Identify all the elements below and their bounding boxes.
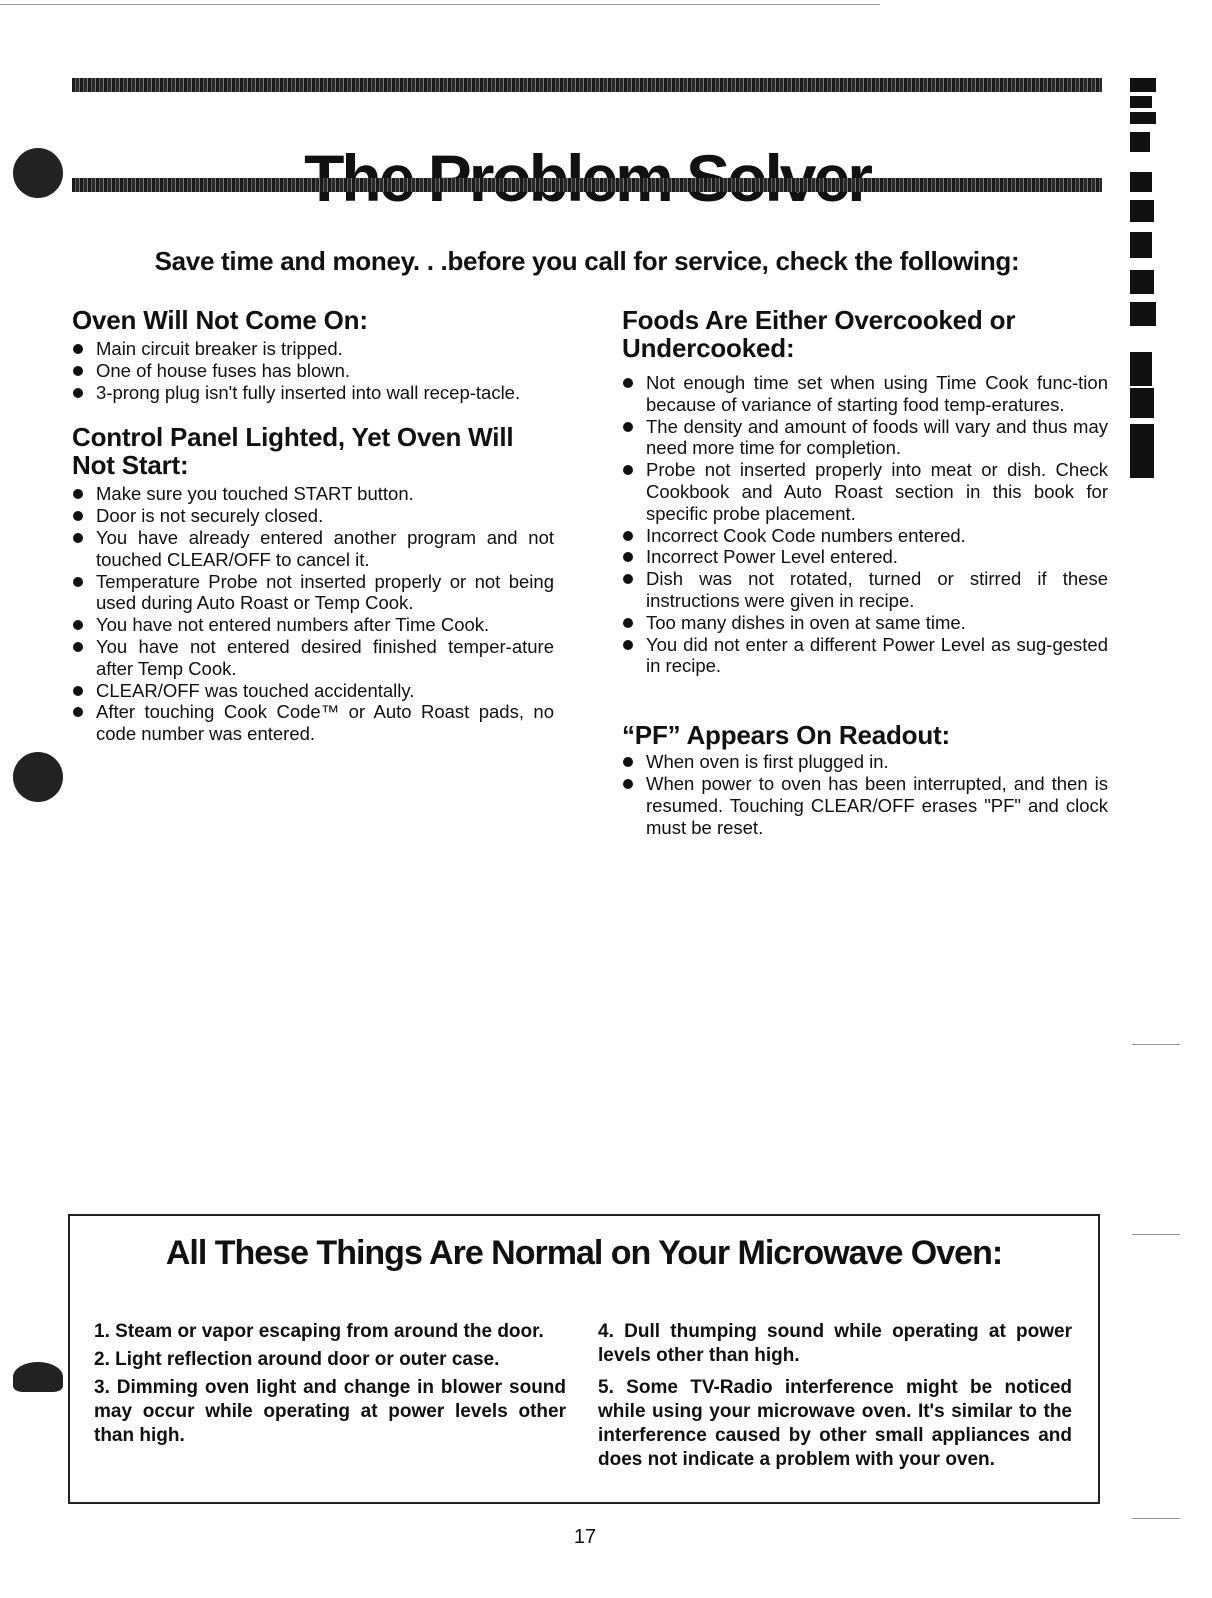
item-text: Light reflection around door or outer case.: [115, 1349, 500, 1370]
right-column: [622, 306, 1108, 838]
list-item: Make sure you touched START button.: [72, 483, 554, 505]
normal-item: [598, 1320, 1072, 1368]
binder-hole-top: [13, 148, 63, 198]
list-item: You did not enter a different Power Level as sug-gested in recipe.: [622, 634, 1108, 678]
section-heading: Foods Are Either Overcooked or Undercooked:: [622, 305, 1016, 363]
list-item: You have not entered numbers after Time Cook.: [72, 614, 554, 636]
section-heading: Oven Will Not Come On:: [72, 305, 368, 335]
list-item: You have already entered another program and not touched CLEAR/OFF to cancel it.: [72, 527, 554, 571]
list-item: 3-prong plug isn't fully inserted into wall recep-tacle.: [72, 382, 554, 404]
title-stripe-bottom: [72, 178, 1102, 192]
item-number: 4.: [598, 1321, 614, 1342]
normal-item: [94, 1348, 566, 1372]
list-item: Incorrect Cook Code numbers entered.: [622, 525, 1108, 547]
item-number: 1.: [94, 1321, 110, 1342]
list-item: Door is not securely closed.: [72, 505, 554, 527]
margin-tick: [1132, 1518, 1180, 1519]
list-item: After touching Cook Code™ or Auto Roast pads, no code number was entered.: [72, 701, 554, 745]
list-item: When power to oven has been interrupted, and then is resumed. Touching CLEAR/OFF erases "PF" and clock must be reset.: [622, 773, 1108, 838]
list-item: You have not entered desired finished temper-ature after Temp Cook.: [72, 636, 554, 680]
top-rule: [0, 4, 880, 5]
list-item: Main circuit breaker is tripped.: [72, 338, 554, 360]
section-pf-readout: [622, 721, 1108, 838]
item-text: Some TV-Radio interference might be noticed while using your microwave oven. It's similar to the interference caused by other small appliances and does not indicate a problem with your oven.: [598, 1377, 1072, 1470]
normal-box-title: All These Things Are Normal on Your Microwave Oven:: [165, 1234, 1003, 1272]
bullet-list: [72, 483, 554, 745]
margin-tick: [1132, 1234, 1180, 1235]
list-item: Probe not inserted properly into meat or dish. Check Cookbook and Auto Roast section in this book for specific probe placement.: [622, 459, 1108, 524]
item-number: 5.: [598, 1377, 614, 1398]
subtitle: Save time and money. . .before you call for service, check the following:: [154, 246, 1020, 276]
title-stripe-top: [72, 78, 1102, 92]
normal-item: [598, 1376, 1072, 1472]
section-over-under-cooked: [622, 306, 1108, 677]
item-text: Steam or vapor escaping from around the door.: [115, 1321, 544, 1342]
list-item: One of house fuses has blown.: [72, 360, 554, 382]
bullet-list: [622, 751, 1108, 838]
normal-item: [94, 1320, 566, 1344]
item-number: 3.: [94, 1377, 110, 1398]
list-item: Too many dishes in oven at same time.: [622, 612, 1108, 634]
list-item: CLEAR/OFF was touched accidentally.: [72, 680, 554, 702]
item-text: Dimming oven light and change in blower sound may occur while operating at power levels other than high.: [94, 1377, 567, 1446]
left-column: [72, 306, 554, 745]
item-text: Dull thumping sound while operating at power levels other than high.: [598, 1321, 1072, 1366]
list-item: The density and amount of foods will vary and thus may need more time for completion.: [622, 416, 1108, 460]
section-control-panel: [72, 423, 554, 745]
item-number: 2.: [94, 1349, 110, 1370]
normal-left-column: [94, 1320, 566, 1452]
list-item: When oven is first plugged in.: [622, 751, 1108, 773]
list-item: Incorrect Power Level entered.: [622, 546, 1108, 568]
normal-right-column: [598, 1320, 1072, 1476]
normal-item: [94, 1376, 566, 1448]
normal-things-box: [68, 1214, 1100, 1504]
list-item: Dish was not rotated, turned or stirred if these instructions were given in recipe.: [622, 568, 1108, 612]
section-heading: Control Panel Lighted, Yet Oven Will Not Start:: [72, 422, 514, 481]
binder-hole-bottom: [13, 1362, 63, 1392]
page-number: 17: [573, 1526, 597, 1548]
bullet-list: [622, 372, 1108, 677]
margin-tick: [1132, 1044, 1180, 1045]
bullet-list: [72, 338, 554, 403]
section-oven-not-on: [72, 306, 554, 403]
section-heading: “PF” Appears On Readout:: [622, 720, 950, 751]
binder-hole-middle: [13, 752, 63, 802]
list-item: Temperature Probe not inserted properly or not being used during Auto Roast or Temp Cook.: [72, 571, 554, 615]
list-item: Not enough time set when using Time Cook func-tion because of variance of starting food temp-eratures.: [622, 372, 1108, 416]
